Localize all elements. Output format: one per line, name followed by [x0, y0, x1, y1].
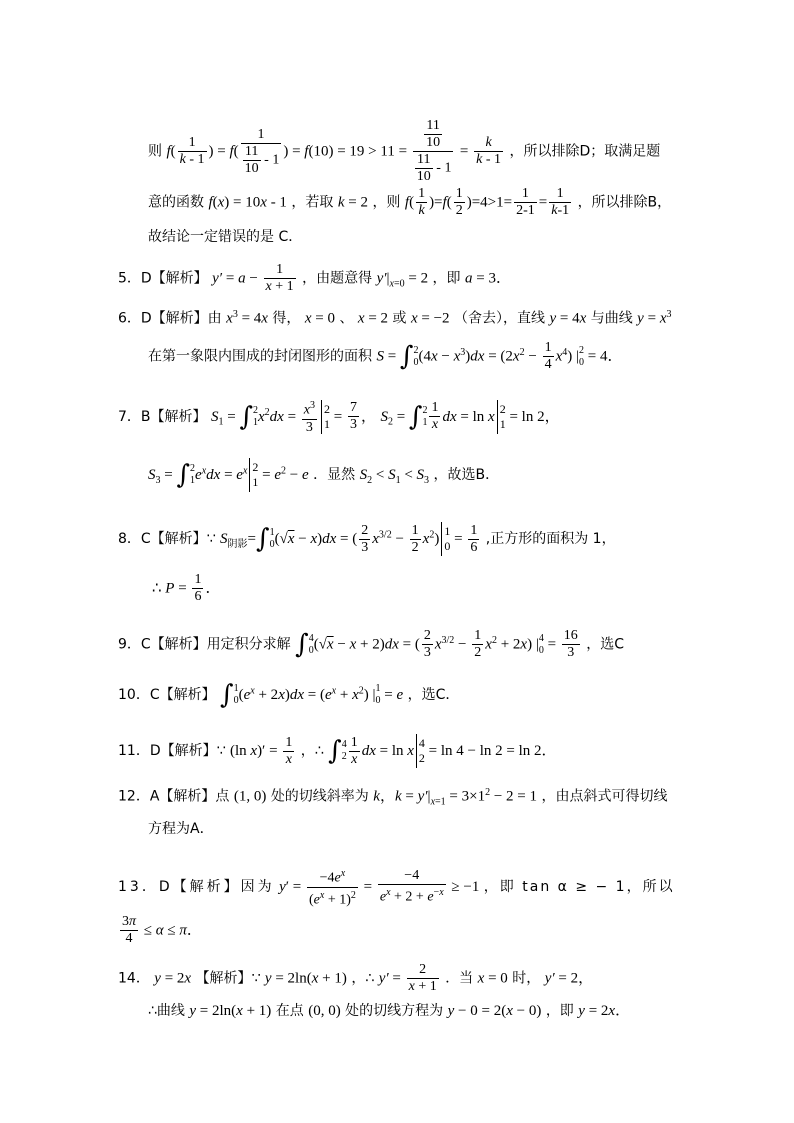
- text: （舍去），直线: [454, 310, 545, 327]
- text: 方程为A．: [148, 821, 214, 837]
- text: 13．D【解析】因为: [118, 879, 275, 896]
- text: 6．D【解析】由: [118, 310, 222, 327]
- q7-line-2: $S_3$ = ∫ 2 1 $e^xdx = e^x$ 2 $1 = e^2 - e$ ．显然 $S_2 < S_1 < S_3$ ，故选B．: [148, 460, 500, 490]
- q6-line-1: 6．D【解析】由 $x^3 = 4x$ 得， x = 0 、 x = 2 或 x = −2 （舍去），直线 y = 4x 与曲线 $y = x^3$: [118, 309, 672, 327]
- q12-line-2: [148, 820, 214, 838]
- text: 11．D【解析】∵: [118, 743, 226, 759]
- text: ，故选B．: [433, 467, 500, 483]
- text: ，所以排除D；取满足题: [509, 143, 661, 160]
- q14-line-2: ∴曲线 y = 2ln(x + 1) 在点 (0, 0) 处的切线方程为 y − 0 = 2(x − 0) ，即 y = 2x．: [148, 1003, 631, 1019]
- text: 7．B【解析】: [118, 408, 207, 425]
- text: ∴曲线: [148, 1003, 185, 1019]
- q13-line-2: $\frac{3\pi}{4}$ ≤ α ≤ π．: [122, 914, 202, 946]
- q8-line-2: ∴ P = $\frac{1}{6}$ ．: [152, 572, 221, 604]
- line-2: 意的函数 f(x) = 10x - 1 ，若取 k = 2 ，则 f( $\frac{1}{k}$ )=f( $\frac{1}{2}$ )=4>1= $\frac{1}{2-1}$ = $\frac{1}{k-1}$ ，所以排除B，: [148, 186, 672, 218]
- line-3: [148, 228, 302, 246]
- text: 意的函数: [148, 194, 204, 211]
- text: 处的切线斜率为: [270, 788, 369, 805]
- text: 12．A【解析】点: [118, 788, 230, 805]
- text: 则: [148, 143, 162, 160]
- text: 或: [392, 310, 407, 327]
- text: 与曲线: [590, 310, 633, 327]
- fraction: $\frac{1}{k - 1}$: [179, 135, 205, 167]
- q11: 11．D【解析】∵ (ln x)′ = $\frac{1}{x}$ ，∴ ∫ 4 2 $\frac{1}{x}$ dx = ln x 4 2 = ln 4 − ln 2 = ln 2．: [118, 734, 557, 767]
- line-1: 则 f( $\frac{1}{k - 1}$ ) = f( 1 $\frac{11}{10}$ - 1 ) = f(10) = 19 > 11 = $\frac{11}{10}$ $\frac{11}{10}$ - 1 = $\frac{k}{k - 1}$ ，所以排除D；取满足题: [148, 118, 661, 184]
- text: 得，: [272, 310, 301, 327]
- text: ，选C: [586, 636, 625, 653]
- fraction: $\frac{11}{10}$ $\frac{11}{10}$ - 1: [413, 118, 454, 185]
- text: ，即: [545, 1003, 574, 1019]
- q5: 5．D【解析】 y′ = a − $\frac{1}{x + 1}$ ，由题意得 $y'|_{x=0} = 2$ ，即 a = 3．: [118, 262, 511, 294]
- text: 8．C【解析】∵: [118, 531, 216, 547]
- text: 在点: [275, 1003, 304, 1019]
- text: ，所以排除B，: [577, 194, 672, 211]
- text: 5．D【解析】: [118, 270, 208, 287]
- text: 【解析】∵: [195, 970, 261, 987]
- text: ，则: [372, 194, 401, 211]
- text: ，即: [432, 270, 461, 287]
- q10: 10．C【解析】 ∫ 1 0 $(e^x + 2x)dx = (e^x + x^2)$ | 1 0 = e ，选C．: [118, 680, 460, 710]
- text: ，由题意得: [302, 270, 373, 287]
- text: 14．: [118, 970, 150, 987]
- text: 时，: [512, 970, 541, 987]
- text: ,正方形的面积为 1，: [485, 531, 616, 547]
- text: ，∴: [300, 743, 324, 759]
- text: ．当: [445, 970, 474, 987]
- text: ，若取: [291, 194, 334, 211]
- text: ，由点斜式可得切线: [541, 788, 668, 805]
- text: 在第一象限内围成的封闭图形的面积: [148, 348, 372, 365]
- text: ，即 tan α ≥ − 1，所以: [483, 879, 675, 896]
- text: 、: [339, 310, 354, 327]
- text: 故结论一定错误的是 C．: [148, 229, 303, 245]
- text: 9．C【解析】用定积分求解: [118, 636, 291, 653]
- q13-line-1: 13．D【解析】因为 y′ = $\frac{-4e^x}{(e^x + 1)^2}$ = $\frac{-4}{e^x + 2 + e^{-x}}$ ≥ −1 ，即 tan α ≥ − 1，所以: [118, 868, 675, 908]
- q12-line-1: 12．A【解析】点 (1, 0) 处的切线斜率为 k，$k = y'|_{x=1} = 3\times 1^2 - 2 = 1$ ，由点斜式可得切线: [118, 787, 668, 808]
- q14-line-1: 14． y = 2x 【解析】∵ y = 2ln(x + 1) ，∴ y′ = $\frac{2}{x + 1}$ ．当 x = 0 时， y′ = 2，: [118, 962, 594, 994]
- text: ，选C．: [407, 687, 460, 703]
- text: ．显然: [313, 467, 356, 483]
- fraction: $\frac{k}{k - 1}$: [476, 135, 502, 167]
- q8-line-1: 8．C【解析】∵ $S_{阴影}=\int$ 1 0 (√x − x)dx = ( $\frac{2}{3}$ $x^{3/2}$ − $\frac{1}{2}$ $x^2$) 1 0 = $\frac{1}{6}$ ,正方形的面积为 1，: [118, 522, 616, 555]
- text: ，∴: [351, 970, 375, 987]
- text: 10．C【解析】: [118, 687, 216, 703]
- q7-line-1: 7．B【解析】 $S_1$ = ∫ 2 1 $x^2dx$ = $\frac{x^3}{3}$ 2 1 = $\frac{7}{3}$ ， $S_2$ = ∫ 2 1 $\frac{1}{x}$ dx = ln x 2 1 = ln 2，: [118, 400, 560, 435]
- fraction: 1 $\frac{11}{10}$ - 1: [241, 127, 282, 177]
- q6-line-2: 在第一象限内围成的封闭图形的面积 S = ∫ 2 0 $(4x - x^3)dx = (2x^2$ − $\frac{1}{4}$ $x^4$) | 2 0 = 4．: [148, 340, 623, 372]
- text: 处的切线方程为: [345, 1003, 444, 1019]
- q9: 9．C【解析】用定积分求解 ∫ 4 0 (√x − x + 2)dx = ( $\frac{2}{3}$ $x^{3/2}$ − $\frac{1}{2}$ $x^2 + 2x$) | 4 0 = $\frac{16}{3}$ ，选C: [118, 628, 625, 660]
